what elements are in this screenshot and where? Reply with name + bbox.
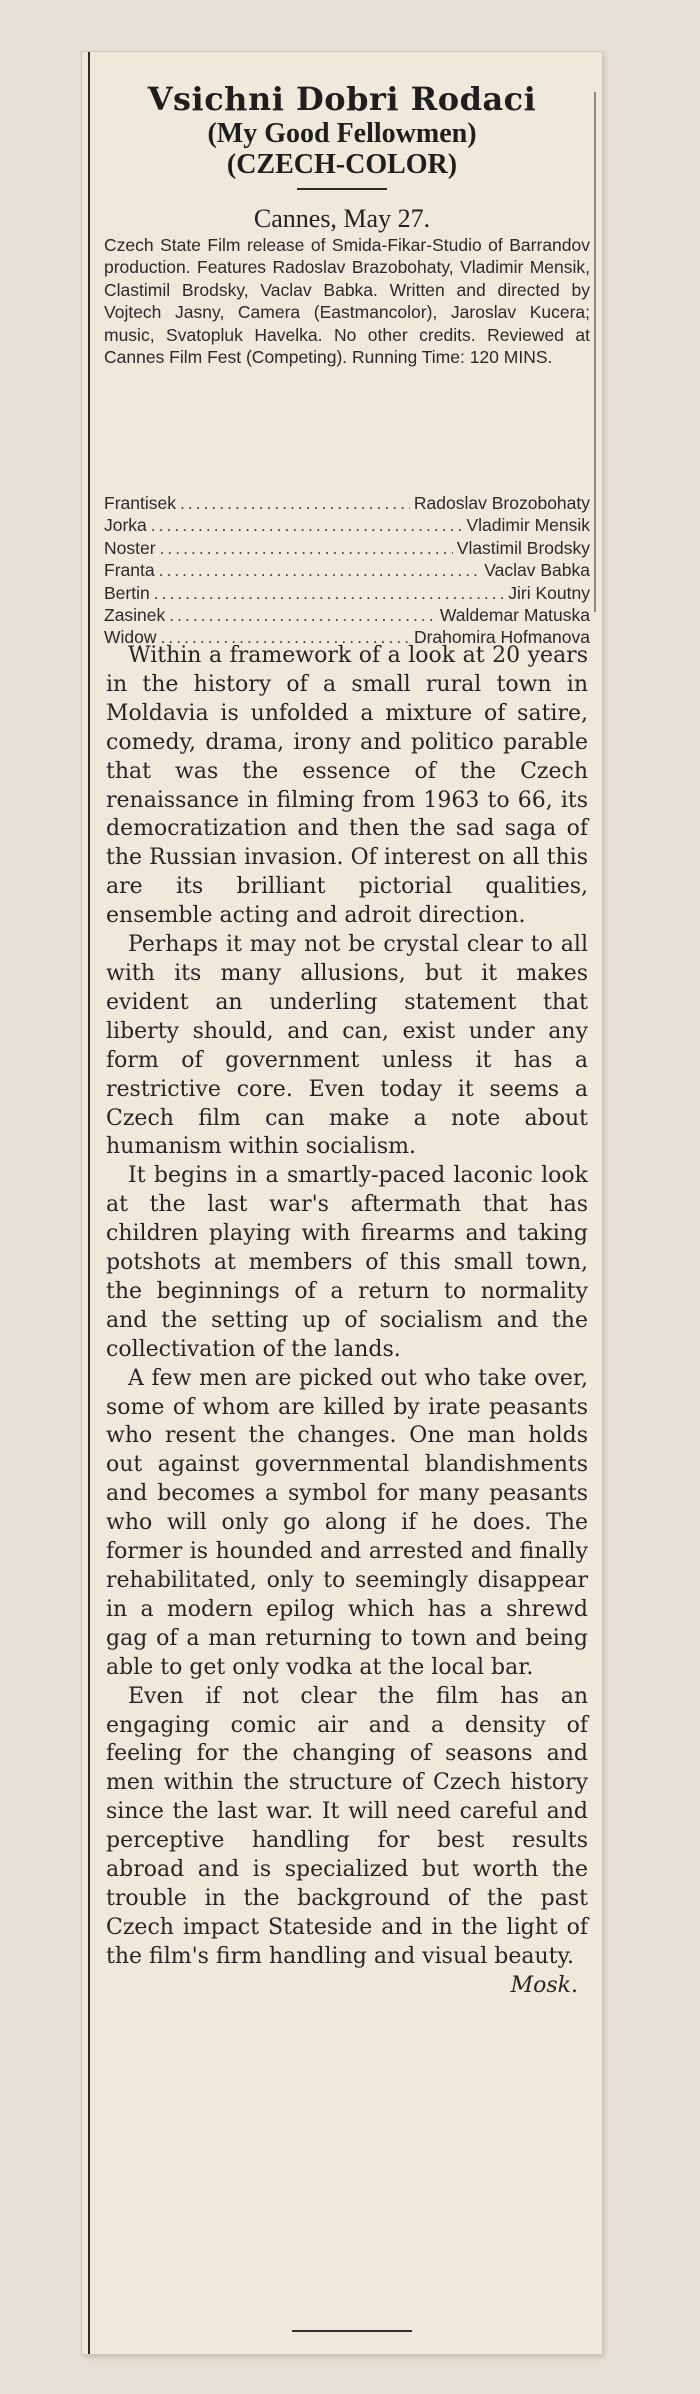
cast-row [104,492,590,514]
cast-role: Franta [104,560,155,581]
review-body [106,642,588,2001]
leader-dots [160,537,453,559]
cast-actor: Vladimir Mensik [466,515,590,536]
cast-list [104,492,590,649]
review-header [104,80,580,198]
credits-text: Czech State Film release of Smida-Fikar-Studio of Barrandov production. Features Radoslav Brazobohaty, Vladimir Mensik, Clastimil Brodsky, Vaclav Babka. Written and directed by Vojtech Jasny, Camera (Eastmancolor), Jaroslav Kucera; music, Svatopluk Havelka. No other credits. Reviewed at Cannes Film Fest (Competing). Running Time: 120 MINS. [104,235,590,368]
credits-block [104,234,590,368]
review-paragraph: It begins in a smartly-paced laconic look at the last war's aftermath that has children playing with firearms and taking potshots at members of this small town, the beginnings of a return to normality and the setting up of socialism and the collectivation of the lands. [106,1163,588,1362]
cast-actor: Vaclav Babka [484,560,590,581]
review-paragraph: Within a framework of a look at 20 years in the history of a small rural town in Moldavia is unfolded a mixture of satire, comedy, drama, irony and politico parable that was the essence of the Czech renaissance in filming from 1963 to 66, its democratization and then the sad saga of the Russian invasion. Of interest on all this are its brilliant pictorial qualities, ensemble acting and adroit direction. [106,643,588,929]
dateline: Cannes, May 27. [253,204,431,233]
cast-actor: Vlastimil Brodsky [456,537,590,558]
bottom-rule [292,2330,412,2332]
review-paragraph: Perhaps it may not be crystal clear to all with its many allusions, but it makes evident an underling statement that liberty should, and can, exist under any form of government unless it has a restrictive core. Even today it seems a Czech film can make a note about humanism within socialism. [106,932,588,1160]
review-paragraph: Even if not clear the film has an engaging comic air and a density of feeling for the changing of seasons and men within the structure of Czech history since the last war. It will need careful and perceptive handling for best results abroad and is specialized but worth the trouble in the background of the past Czech impact Stateside and in the light of the film's firm handling and visual beauty. Mosk. [106,1683,588,1972]
left-column-rule [88,52,90,2354]
cast-actor: Drahomira Hofmanova [413,627,590,648]
cast-row [104,559,590,581]
cast-actor: Waldemar Matuska [439,605,590,626]
cast-actor: Jiri Koutny [508,582,590,603]
cast-row [104,514,590,536]
leader-dots [159,559,481,581]
header-rule [297,188,387,190]
cast-row [104,537,590,559]
cast-role: Jorka [104,515,147,536]
leader-dots [169,604,436,626]
cast-role: Zasinek [104,605,166,626]
cast-role: Noster [104,537,156,558]
cast-actor: Radoslav Brozobohaty [413,493,590,513]
leader-dots [154,582,505,604]
film-english-title: (My Good Fellowmen) [207,118,477,149]
cast-role: Bertin [104,582,150,603]
newspaper-clipping [82,52,602,2354]
cast-row [104,604,590,626]
cast-role: Frantisek [104,493,176,513]
leader-dots [151,514,463,536]
film-format: (CZECH-COLOR) [226,149,458,180]
right-column-rule [594,92,596,612]
cast-role: Widow [104,627,157,648]
film-title: Vsichni Dobri Rodaci [147,80,537,118]
reviewer-byline: Mosk. [510,1972,578,1998]
review-paragraph: A few men are picked out who take over, some of whom are killed by irate peasants who resent the changes. One man holds out against governmental blandishments and becomes a symbol for many peasants who will only go along if he does. The former is hounded and arrested and finally rehabilitated, only to seemingly disappear in a modern epilog which has a shrewd gag of a man returning to town and being able to get only vodka at the local bar. [106,1365,588,1680]
leader-dots [180,492,410,514]
cast-row [104,582,590,604]
